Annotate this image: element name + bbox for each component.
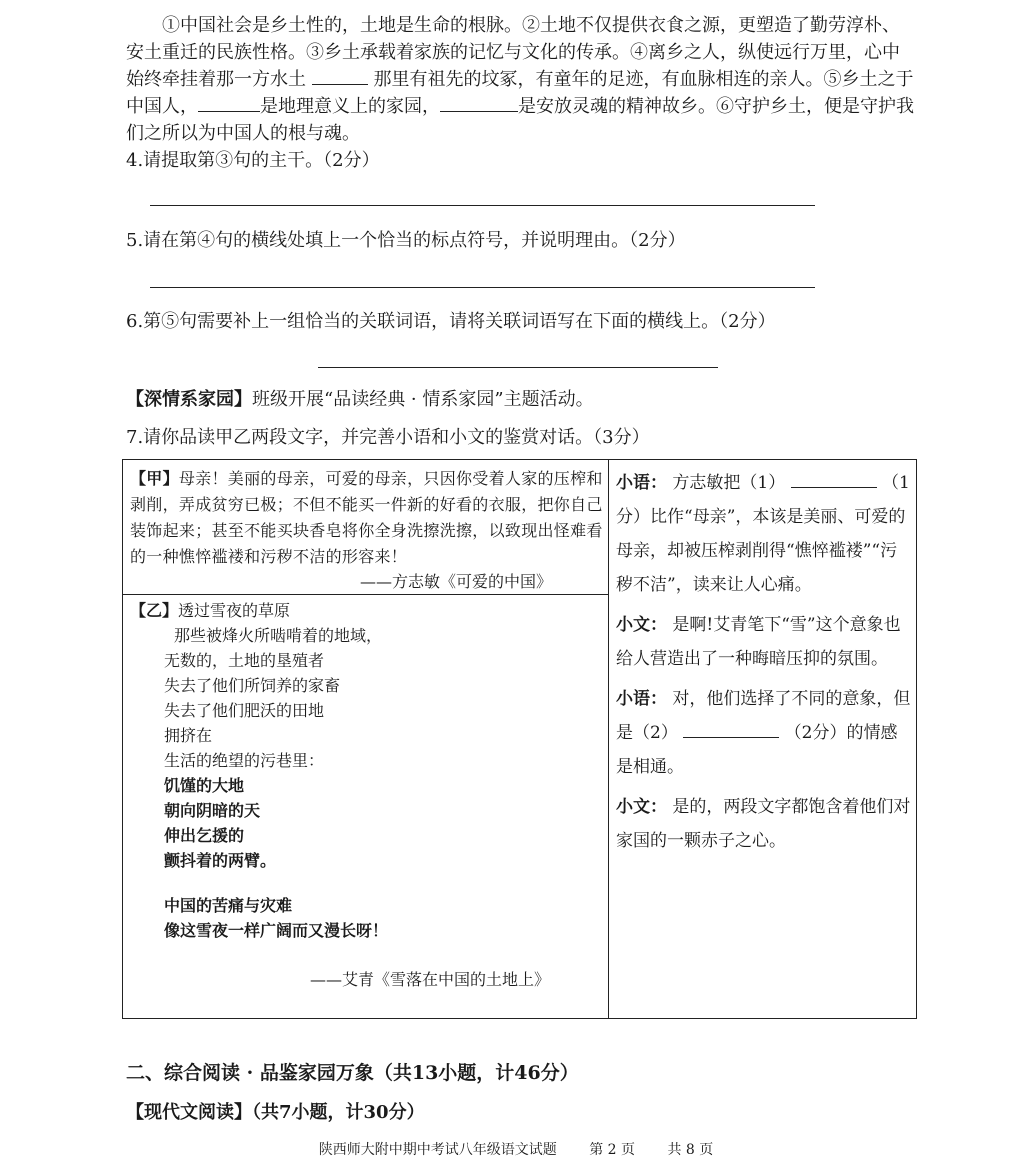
speaker-xiaowen: 小文： xyxy=(616,615,667,635)
poem-line: 无数的，土地的垦殖者 xyxy=(164,651,325,670)
dialogue-turn-4 xyxy=(616,790,912,858)
dialogue-turn-1 xyxy=(616,466,912,602)
dialogue-1b: （1分）比作“母亲”，本该是美丽、可爱的母亲，却被压榨剥削得“憔悴褴褛”“污秽不洁”，读来让人心痛。 xyxy=(616,473,910,595)
question-7: 7.请你品读甲乙两段文字，并完善小语和小文的鉴赏对话。（3分） xyxy=(126,427,650,448)
dialogue-1a: 方志敏把（1） xyxy=(672,473,786,493)
dialogue-4: 是的，两段文字都饱含着他们对家国的一颗赤子之心。 xyxy=(616,797,911,851)
speaker-xiaoyu: 小语： xyxy=(616,689,667,709)
poem-line: 中国的苦痛与灾难 xyxy=(164,896,293,915)
passage-jia xyxy=(130,466,605,570)
dialogue-turn-2 xyxy=(616,608,912,676)
poem-line: 那些被烽火所啮啃着的地域， xyxy=(174,626,383,645)
poem-line: 失去了他们肥沃的田地 xyxy=(164,701,325,720)
intro-text-4: 是安放灵魂的精神故乡。⑥守护乡土，便是守护我们之所以为中国人的根与魂。 xyxy=(126,96,914,144)
dialogue-2: 是啊!艾青笔下“雪”这个意象也给人营造出了一种晦暗压抑的氛围。 xyxy=(616,615,901,669)
activity-text: 班级开展“品读经典 · 情系家园”主题活动。 xyxy=(252,389,594,410)
question-5: 5.请在第④句的横线处填上一个恰当的标点符号，并说明理由。（2分） xyxy=(126,230,686,251)
table-divider-vertical xyxy=(608,459,609,1019)
blank-dialogue-1[interactable] xyxy=(791,469,877,488)
poem-line: 像这雪夜一样广阔而又漫长呀！ xyxy=(164,921,389,940)
poem-stanza-gap xyxy=(130,873,600,893)
blank-connector-1 xyxy=(198,93,260,112)
poem-line-text: 透过雪夜的草原 xyxy=(178,601,291,620)
intro-text-1: ①中国社会是乡土性的，土地是生命的根脉。②土地不仅提供衣食之源，更塑造了勤劳淳朴、安土重迁的民族性格。③乡土承载着家族的记忆与文化的传承。④离乡之人，纵使远行万里，心中始终牵挂着那一方水土 xyxy=(126,15,900,90)
activity-tag: 【深情系家园】 xyxy=(126,389,252,410)
answer-line-5[interactable] xyxy=(150,287,815,288)
passage-jia-tag: 【甲】 xyxy=(130,469,179,488)
question-4: 4.请提取第③句的主干。（2分） xyxy=(126,150,380,171)
page-footer xyxy=(0,1139,1032,1159)
question-6: 6.第⑤句需要补上一组恰当的关联词语，请将关联词语写在下面的横线上。（2分） xyxy=(126,311,776,332)
passage-yi xyxy=(130,598,600,943)
dialogue-3b: （2分）的情感是相通。 xyxy=(616,723,898,777)
speaker-xiaowen: 小文： xyxy=(616,797,667,817)
table-divider-horizontal xyxy=(122,594,609,595)
passage-yi-tag: 【乙】 xyxy=(130,601,179,620)
speaker-xiaoyu: 小语： xyxy=(616,473,667,493)
passage-jia-source: ——方志敏《可爱的中国》 xyxy=(360,572,553,591)
answer-line-6[interactable] xyxy=(318,367,718,368)
blank-connector-2 xyxy=(440,93,518,112)
section-heading-modern-reading: 【现代文阅读】（共7小题，计30分） xyxy=(126,1102,425,1123)
poem-line: 颤抖着的两臂。 xyxy=(164,851,277,870)
section-heading-2: 二、综合阅读 · 品鉴家园万象（共13小题，计46分） xyxy=(126,1062,579,1084)
activity-intro xyxy=(126,387,594,413)
dialogue-column xyxy=(616,466,912,858)
poem-line: 失去了他们所饲养的家畜 xyxy=(164,676,341,695)
intro-text-2: 那里有祖先的坟冢，有童年的足迹，有血脉相连的亲人。⑤乡土之于中国人， xyxy=(126,69,914,117)
dialogue-turn-3 xyxy=(616,682,912,784)
dialogue-3a: 对，他们选择了不同的意象，但是（2） xyxy=(616,689,911,743)
footer-exam-title: 陕西师大附中期中考试八年级语文试题 xyxy=(318,1142,557,1158)
footer-page-number: 第 2 页 xyxy=(589,1142,635,1158)
poem-line: 朝向阴暗的天 xyxy=(164,801,261,820)
blank-punctuation xyxy=(312,66,368,85)
poem-line: 生活的绝望的污巷里： xyxy=(164,751,325,770)
poem-line: 伸出乞援的 xyxy=(164,826,245,845)
passage-jia-text: 母亲！美丽的母亲，可爱的母亲，只因你受着人家的压榨和剥削，弄成贫穷已极；不但不能买一件新的好看的衣服，把你自己装饰起来；甚至不能买块香皂将你全身洗擦洗擦，以致现出怪难看的一种憔悴褴褛和污秽不洁的形容来！ xyxy=(130,469,603,566)
answer-line-4[interactable] xyxy=(150,205,815,206)
intro-text-3: 是地理意义上的家园， xyxy=(260,96,440,117)
poem-line: 饥馑的大地 xyxy=(164,776,245,795)
passage-yi-source: ——艾青《雪落在中国的土地上》 xyxy=(310,970,551,989)
footer-total-pages: 共 8 页 xyxy=(667,1142,714,1158)
intro-paragraph xyxy=(126,12,916,147)
poem-line xyxy=(130,598,600,623)
poem-line: 拥挤在 xyxy=(164,726,213,745)
blank-dialogue-2[interactable] xyxy=(683,719,779,738)
